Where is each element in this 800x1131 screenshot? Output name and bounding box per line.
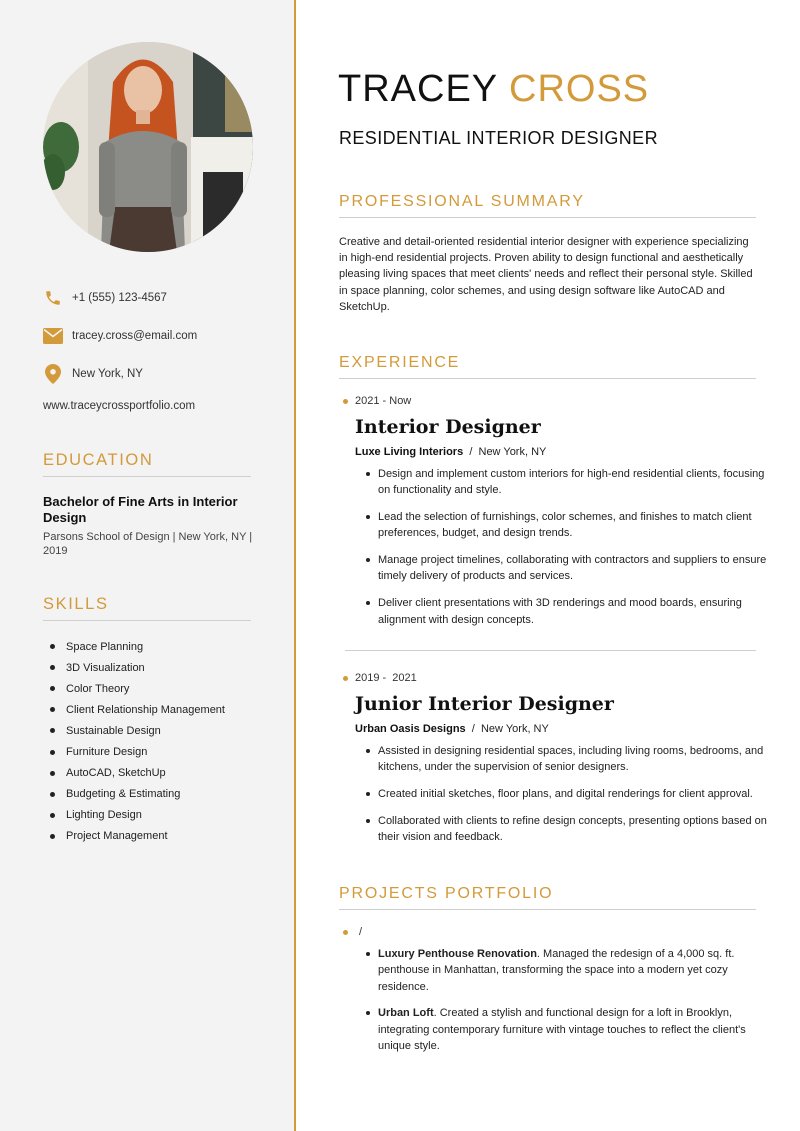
job-company-2: Urban Oasis Designs / New York, NY (355, 723, 549, 735)
projects-period: / (343, 926, 362, 938)
timeline-dot (343, 930, 348, 935)
bullet-item: Manage project timelines, collaborating with contractors and suppliers to ensure timely delivery of products and services. (364, 552, 774, 585)
bullet-dot (50, 665, 55, 670)
skill-item: Sustainable Design (43, 720, 225, 741)
last-name: CROSS (509, 68, 650, 110)
summary-heading: PROFESSIONAL SUMMARY (339, 193, 585, 210)
job-title-1: Interior Designer (355, 416, 541, 438)
job-company-1: Luxe Living Interiors / New York, NY (355, 446, 547, 458)
bullet-item: Lead the selection of furnishings, color schemes, and finishes to match client preferences, budget, and design trends. (364, 509, 774, 542)
bullet-item: Created initial sketches, floor plans, and digital renderings for client approval. (364, 786, 774, 802)
contact-email (43, 326, 273, 346)
summary-text: Creative and detail-oriented residential interior designer with experience specializing in high-end residential projects. Proven ability to design functional and aesthetically pleasing living spaces that meet clients' needs and reflect their personal style. Skilled in space planning, color schemes, and using design software like AutoCAD and SketchUp. (339, 236, 753, 313)
location-text: New York, NY (72, 368, 143, 380)
contact-phone (43, 288, 273, 308)
bullet-dot (50, 771, 55, 776)
job-separator (345, 650, 756, 651)
skill-item: Client Relationship Management (43, 699, 225, 720)
bullet-dot (50, 792, 55, 797)
bullet-item: Assisted in designing residential spaces, including living rooms, bedrooms, and kitchens, under the supervision of senior designers. (364, 743, 774, 776)
skill-item: Project Management (43, 826, 225, 847)
bullet-item: Deliver client presentations with 3D renderings and mood boards, ensuring alignment with design concepts. (364, 595, 774, 628)
bullet-dot (50, 644, 55, 649)
job-bullets-2 (364, 743, 774, 856)
experience-heading: EXPERIENCE (339, 354, 461, 371)
education-rule (43, 476, 251, 477)
bullet-dot (50, 834, 55, 839)
bullet-item: Collaborated with clients to refine design concepts, presenting options based on their vision and feedback. (364, 813, 774, 846)
job-title: RESIDENTIAL INTERIOR DESIGNER (339, 128, 658, 148)
project-bullets (364, 946, 774, 1065)
candidate-name (338, 66, 649, 112)
summary-rule (339, 217, 756, 218)
envelope-icon (43, 326, 63, 346)
bullet-dot (50, 707, 55, 712)
education-detail: Parsons School of Design | New York, NY | 2019 (43, 531, 253, 557)
skill-item: Lighting Design (43, 805, 225, 826)
bullet-dot (50, 686, 55, 691)
phone-link[interactable]: +1 (555) 123-4567 (72, 292, 167, 304)
job-title-2: Junior Interior Designer (355, 693, 614, 715)
timeline-dot (343, 676, 348, 681)
timeline-dot (343, 399, 348, 404)
education-heading: EDUCATION (43, 451, 154, 469)
bullet-dot (50, 728, 55, 733)
skill-item: Space Planning (43, 636, 225, 657)
profile-photo (43, 42, 253, 252)
job-period: 2021 - Now (343, 395, 411, 407)
bullet-dot (50, 813, 55, 818)
first-name: TRACEY (338, 68, 498, 110)
projects-rule (339, 909, 756, 910)
job-period: 2019 - 2021 (343, 672, 417, 684)
skill-item: AutoCAD, SketchUp (43, 763, 225, 784)
phone-icon (43, 288, 63, 308)
contact-location (43, 364, 273, 384)
skills-list (43, 636, 225, 847)
skills-rule (43, 620, 251, 621)
projects-heading: PROJECTS PORTFOLIO (339, 885, 554, 902)
skill-item: 3D Visualization (43, 657, 225, 678)
experience-rule (339, 378, 756, 379)
skill-item: Color Theory (43, 678, 225, 699)
email-link[interactable]: tracey.cross@email.com (72, 330, 198, 342)
job-bullets-1 (364, 466, 774, 638)
accent-divider (294, 0, 296, 1131)
project-item: Luxury Penthouse Renovation. Managed the redesign of a 4,000 sq. ft. penthouse in Manhattan, transforming the space into a modern yet cozy residence. (364, 946, 774, 995)
skills-heading: SKILLS (43, 595, 109, 613)
map-pin-icon (43, 364, 63, 384)
bullet-item: Design and implement custom interiors for high-end residential clients, focusing on functionality and style. (364, 466, 774, 499)
bullet-dot (50, 750, 55, 755)
skill-item: Furniture Design (43, 741, 225, 762)
contact-block (43, 288, 273, 402)
project-item: Urban Loft. Created a stylish and functional design for a loft in Brooklyn, integrating contemporary furniture with vintage touches to reflect the client's unique style. (364, 1005, 774, 1054)
skill-item: Budgeting & Estimating (43, 784, 225, 805)
website-link[interactable]: www.traceycrossportfolio.com (43, 400, 196, 412)
education-degree: Bachelor of Fine Arts in Interior Design (43, 494, 238, 525)
